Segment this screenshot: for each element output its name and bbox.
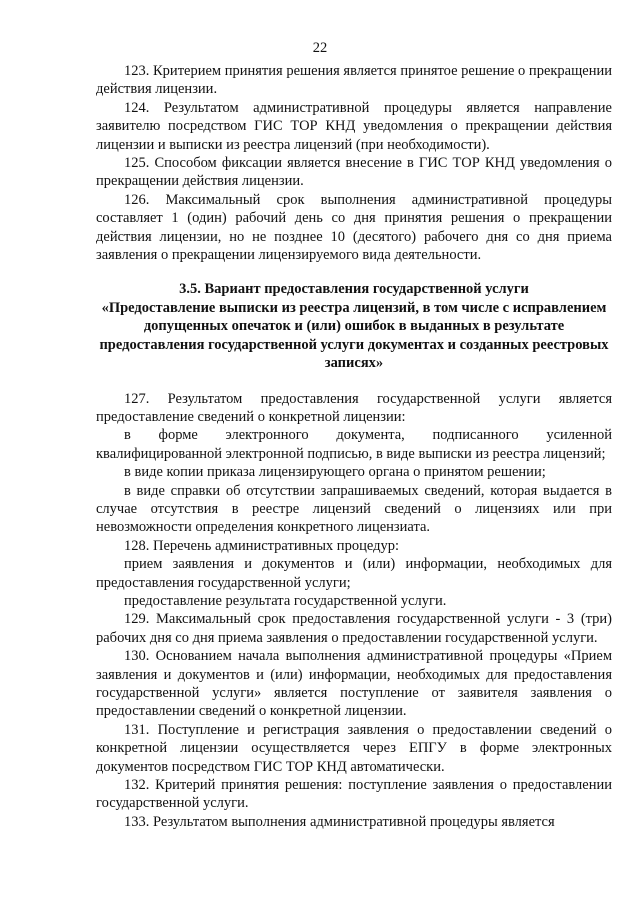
paragraph-127-item-3: в виде справки об отсутствии запрашиваемых сведений, которая выдается в случае отсутствия в реестре лицензий сведений о лицензиях или при невозможности определения конкретного лицензиата. [96, 482, 612, 536]
paragraph-128-item-1: прием заявления и документов и (или) информации, необходимых для предоставления государственной услуги; [96, 556, 612, 591]
paragraph-128: 128. Перечень административных процедур: [124, 537, 399, 554]
paragraph-124: 124. Результатом административной процедуры является направление заявителю посредством ГИС ТОР КНД уведомления о прекращении действия лицензии и выписки из реестра лицензий (при необходимости). [96, 99, 612, 153]
paragraph-130: 130. Основанием начала выполнения административной процедуры «Прием заявления и документов и (или) информации, необходимых для предоставления государственной услуги» является поступление от заявителя заявления о предоставлении сведений о конкретной лицензии. [96, 648, 612, 720]
paragraph-127-item-1: в форме электронного документа, подписанного усиленной квалифицированной электронной подписью, в виде выписки из реестра лицензий; [96, 427, 612, 462]
paragraph-131: 131. Поступление и регистрация заявления о предоставлении сведений о конкретной лицензии осуществляется через ЕПГУ в форме электронных документов посредством ГИС ТОР КНД автоматически. [96, 721, 612, 775]
paragraph-133: 133. Результатом выполнения административной процедуры является [124, 813, 555, 830]
document-body [96, 62, 612, 831]
paragraph-125: 125. Способом фиксации является внесение в ГИС ТОР КНД уведомления о прекращении действия лицензии. [96, 155, 612, 190]
paragraph-126: 126. Максимальный срок выполнения административной процедуры составляет 1 (один) рабочий день со дня принятия решения о прекращении действия лицензии, но не позднее 10 (десятого) рабочего дня со дня приема заявления о прекращении лицензируемого вида деятельности. [96, 191, 612, 264]
page-number: 22 [312, 40, 328, 56]
paragraph-129: 129. Максимальный срок предоставления государственной услуги - 3 (три) рабочих дня со дня приема заявления о предоставлении государственной услуги. [96, 611, 612, 646]
paragraph-127: 127. Результатом предоставления государственной услуги является предоставление сведений о конкретной лицензии: [96, 390, 612, 425]
section-heading-number: 3.5. Вариант предоставления государственной услуги [179, 281, 529, 298]
section-heading [96, 280, 612, 372]
paragraph-127-item-2: в виде копии приказа лицензирующего органа о принятом решении; [124, 464, 546, 481]
paragraph-123: 123. Критерием принятия решения является принятое решение о прекращении действия лицензии. [96, 63, 612, 98]
section-heading-title: «Предоставление выписки из реестра лицензий, в том числе с исправлением допущенных опечаток и (или) ошибок в выданных в результате предоставления государственной услуги документах и созданных реестровых записях» [99, 299, 609, 372]
paragraph-132: 132. Критерий принятия решения: поступление заявления о предоставлении государственной услуги. [96, 777, 612, 812]
paragraph-128-item-2: предоставление результата государственной услуги. [124, 592, 447, 609]
